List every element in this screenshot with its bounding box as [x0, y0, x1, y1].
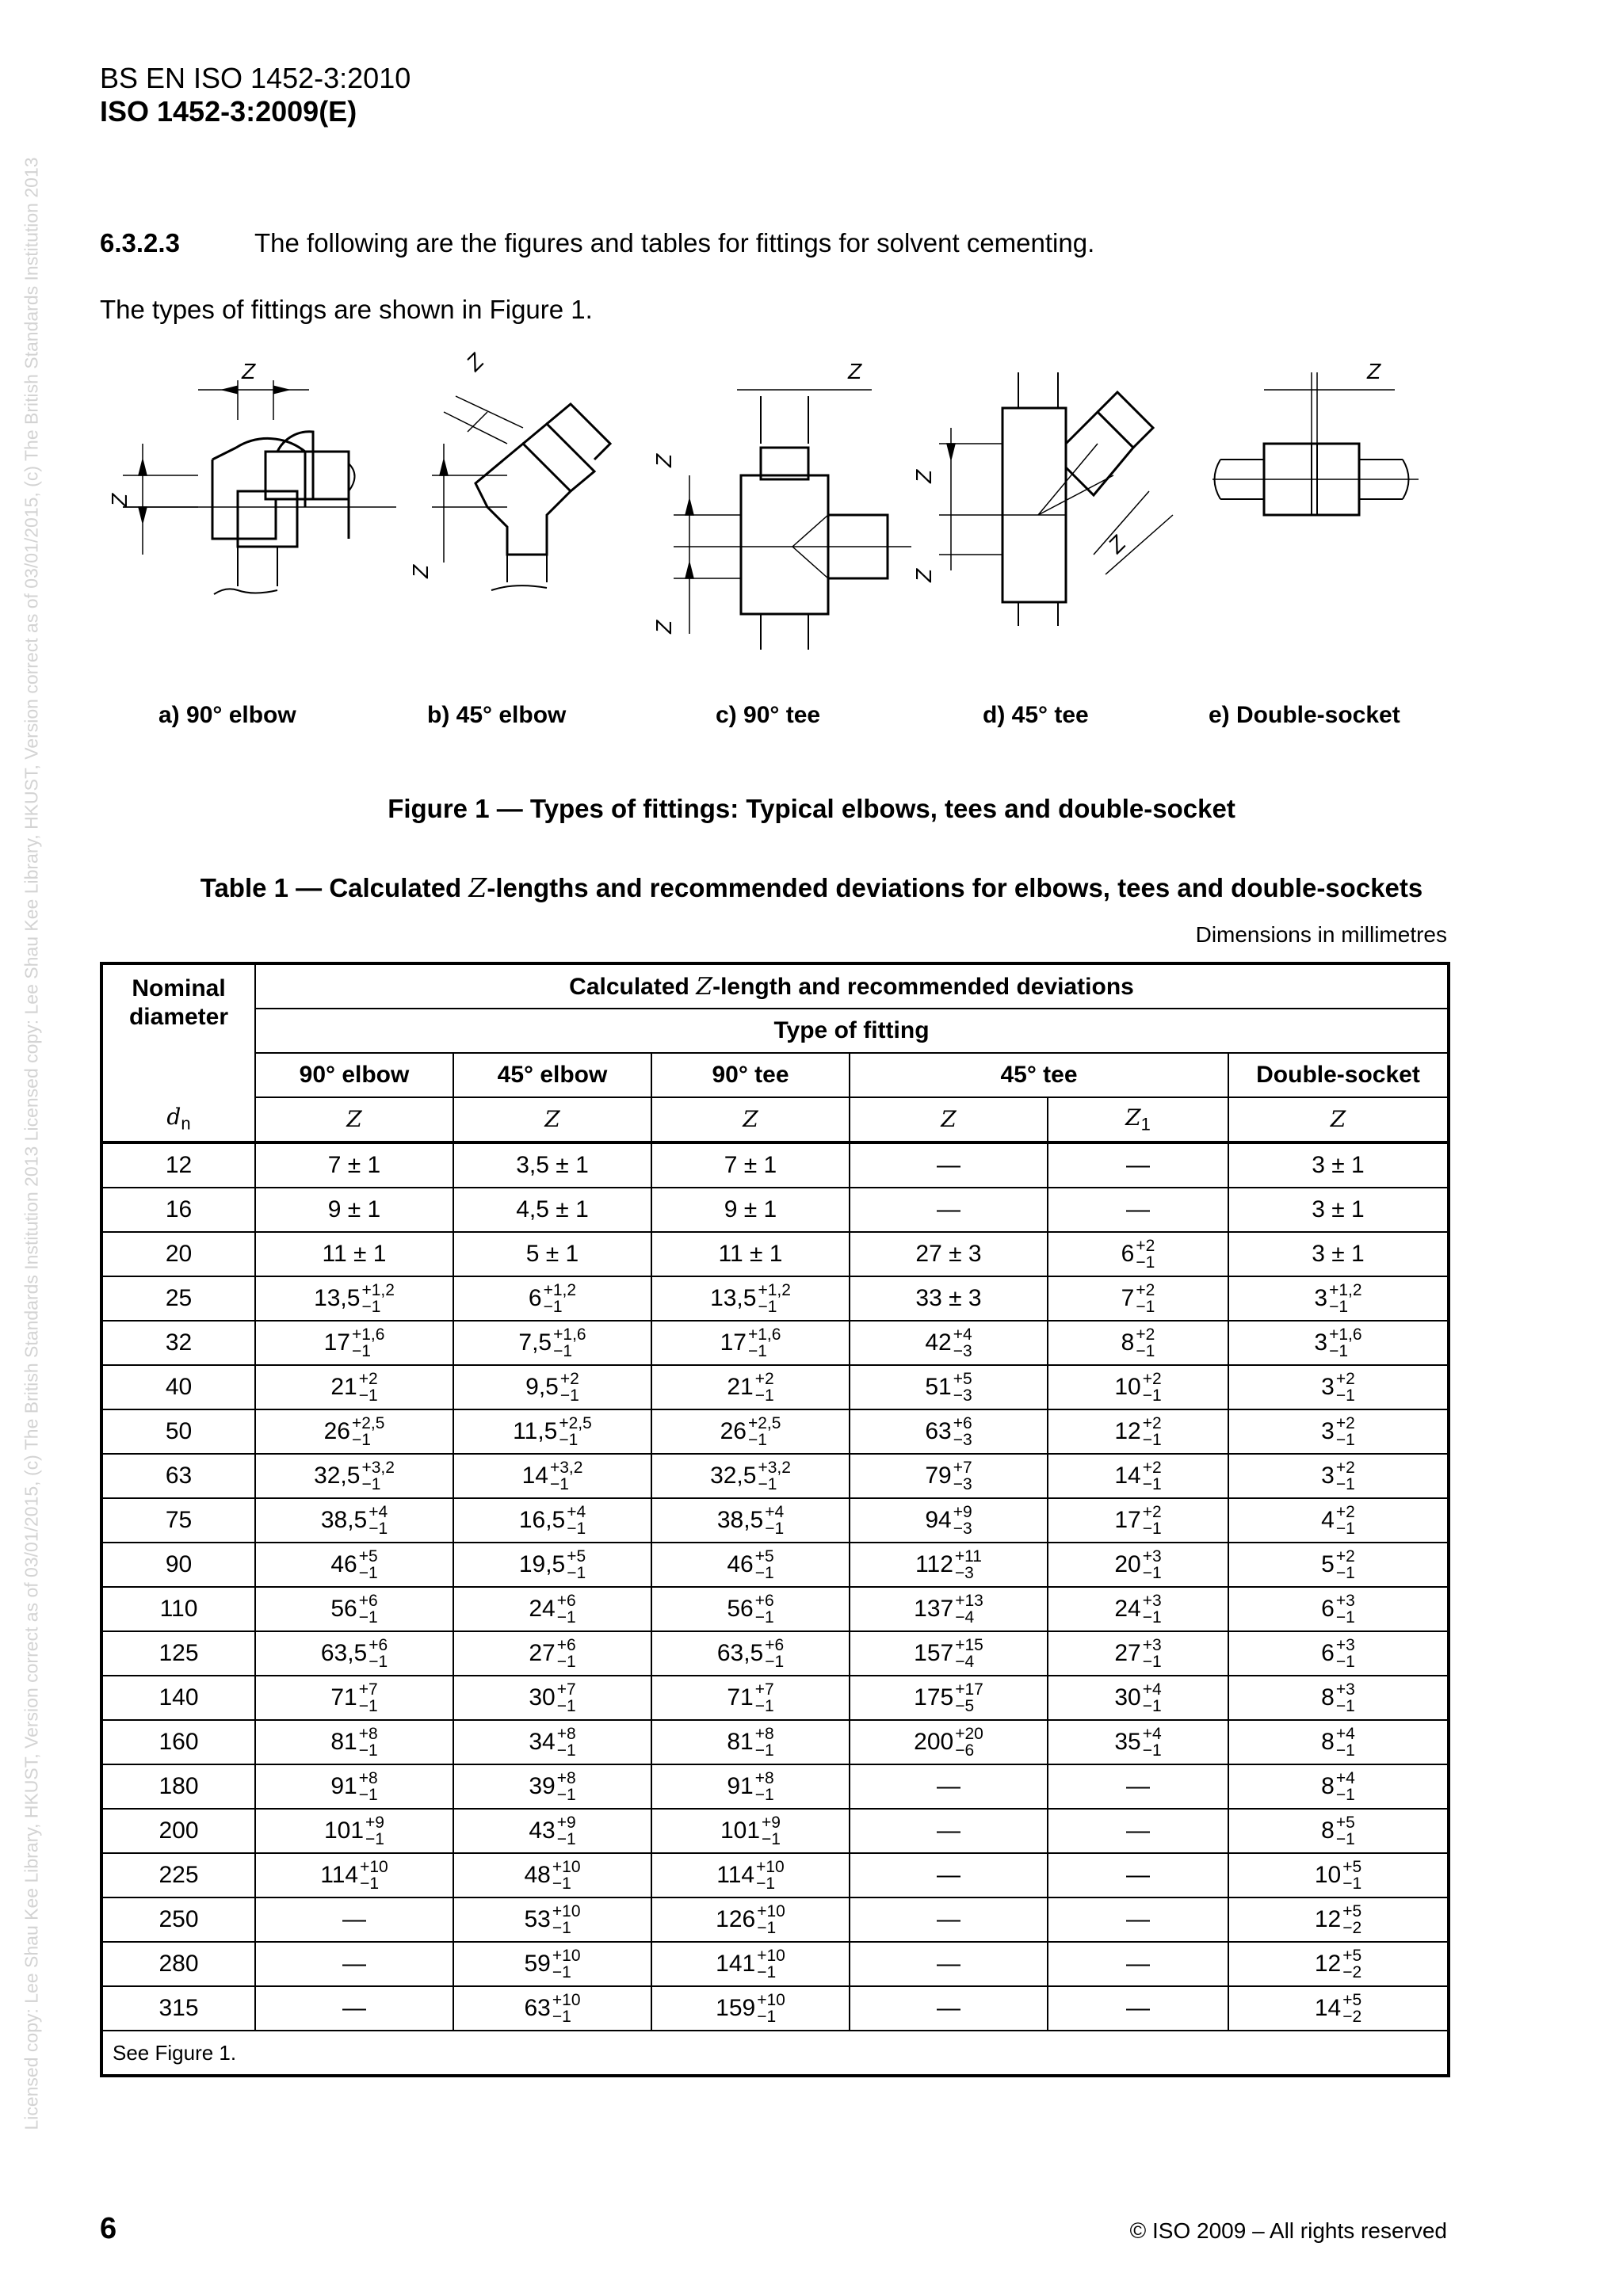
z-length-cell: 20 +3 −1	[1048, 1543, 1228, 1587]
z-length-cell: 3 ± 1	[1228, 1188, 1449, 1232]
z-length-cell: 91 +8 −1	[651, 1764, 850, 1809]
z-length-cell: 17 +2 −1	[1048, 1498, 1228, 1543]
z-length-cell: —	[1048, 1142, 1228, 1188]
table-row	[101, 1809, 1449, 1853]
standard-reference: BS EN ISO 1452-3:2010	[100, 62, 411, 94]
z-length-cell: 3 +2 −1	[1228, 1454, 1449, 1498]
z-length-cell: 114 +10 −1	[651, 1853, 850, 1897]
z-length-cell: 34 +8 −1	[453, 1720, 651, 1764]
table-row	[101, 1853, 1449, 1897]
z-length-cell: 30 +4 −1	[1048, 1676, 1228, 1720]
nominal-diameter-header: Nominal diameter	[101, 963, 255, 1097]
z-length-cell: 11,5 +2,5 −1	[453, 1409, 651, 1454]
z-length-cell: —	[1048, 1853, 1228, 1897]
nominal-diameter-cell: 50	[101, 1409, 255, 1454]
z-length-cell: 26 +2,5 −1	[255, 1409, 453, 1454]
symbol-dn: $d_n$	[101, 1097, 255, 1142]
z-length-cell: 175 +17 −5	[850, 1676, 1048, 1720]
clause-text: The following are the figures and tables for fittings for solvent cementing.	[254, 228, 1095, 257]
table-row	[101, 1498, 1449, 1543]
figure-90-elbow	[107, 359, 396, 594]
table-row	[101, 1276, 1449, 1321]
z-length-cell: 16,5 +4 −1	[453, 1498, 651, 1543]
col-45-elbow: 45° elbow	[453, 1053, 651, 1097]
figure-double-socket	[1212, 359, 1419, 515]
nominal-diameter-cell: 12	[101, 1142, 255, 1188]
z-length-cell: 63 +6 −3	[850, 1409, 1048, 1454]
symbol-z: Z	[651, 1097, 850, 1142]
table-row	[101, 1764, 1449, 1809]
z-length-cell: 63,5 +6 −1	[255, 1631, 453, 1676]
subcaption-90-elbow: a) 90° elbow	[158, 702, 296, 728]
z-length-cell: 42 +4 −3	[850, 1321, 1048, 1365]
z-length-cell: —	[1048, 1188, 1228, 1232]
z-label: Z	[107, 493, 132, 507]
z-length-cell: 14 +3,2 −1	[453, 1454, 651, 1498]
z-length-cell: —	[1048, 1942, 1228, 1986]
nominal-diameter-cell: 32	[101, 1321, 255, 1365]
z-length-cell: —	[850, 1897, 1048, 1942]
table-row	[101, 1897, 1449, 1942]
z-length-cell: 81 +8 −1	[255, 1720, 453, 1764]
table-row	[101, 1587, 1449, 1631]
z-length-cell: 3 +1,2 −1	[1228, 1276, 1449, 1321]
z-length-cell: 12 +5 −2	[1228, 1942, 1449, 1986]
z-length-cell: 53 +10 −1	[453, 1897, 651, 1942]
z-length-cell: 157 +15 −4	[850, 1631, 1048, 1676]
license-watermark: Licensed copy: Lee Shau Kee Library, HKUST, Version correct as of 03/01/2015, (c) The British Standards Institution 2013 Licensed copy: Lee Shau Kee Library, HKUST, Version correct as of 03/01/2015, (c) The British Standards Institution 2013	[21, 157, 42, 2130]
symbol-z: Z	[255, 1097, 453, 1142]
z-label: Z	[408, 564, 433, 578]
z-length-cell: 8 +4 −1	[1228, 1720, 1449, 1764]
nominal-diameter-cell: 110	[101, 1587, 255, 1631]
z-length-cell: —	[255, 1942, 453, 1986]
z-length-cell: 19,5 +5 −1	[453, 1543, 651, 1587]
copyright-notice: © ISO 2009 – All rights reserved	[1129, 2218, 1447, 2243]
z-length-cell: 71 +7 −1	[651, 1676, 850, 1720]
table-row	[101, 1454, 1449, 1498]
z-length-cell: 11 ± 1	[651, 1232, 850, 1276]
z-length-cell: 51 +5 −3	[850, 1365, 1048, 1409]
z-length-cell: —	[255, 1897, 453, 1942]
z-length-cell: 10 +5 −1	[1228, 1853, 1449, 1897]
z-length-cell: 11 ± 1	[255, 1232, 453, 1276]
z-length-cell: 13,5 +1,2 −1	[255, 1276, 453, 1321]
nominal-diameter-cell: 75	[101, 1498, 255, 1543]
calculated-z-header: Calculated Z-length and recommended deviations	[255, 963, 1449, 1009]
z-length-cell: —	[850, 1764, 1048, 1809]
table-row	[101, 1986, 1449, 2031]
z-length-cell: 24 +3 −1	[1048, 1587, 1228, 1631]
z-label: Z	[651, 453, 676, 467]
table-row	[101, 1142, 1449, 1188]
z-length-cell: 8 +3 −1	[1228, 1676, 1449, 1720]
z-length-cell: 7 ± 1	[651, 1142, 850, 1188]
z-length-cell: 4,5 ± 1	[453, 1188, 651, 1232]
z-length-cell: —	[1048, 1809, 1228, 1853]
z-length-cell: 126 +10 −1	[651, 1897, 850, 1942]
intro-paragraph: The types of fittings are shown in Figure 1.	[100, 295, 593, 324]
z-length-cell: 27 ± 3	[850, 1232, 1048, 1276]
z-length-cell: 8 +5 −1	[1228, 1809, 1449, 1853]
nominal-diameter-cell: 140	[101, 1676, 255, 1720]
table-row	[101, 1942, 1449, 1986]
nominal-diameter-cell: 40	[101, 1365, 255, 1409]
col-45-tee: 45° tee	[850, 1053, 1228, 1097]
z-length-cell: 32,5 +3,2 −1	[255, 1454, 453, 1498]
z-label: Z	[461, 349, 489, 376]
z-length-cell: —	[1048, 1897, 1228, 1942]
nominal-diameter-cell: 16	[101, 1188, 255, 1232]
z-length-cell: 101 +9 −1	[651, 1809, 850, 1853]
page-number: 6	[100, 2212, 117, 2245]
z-length-cell: 46 +5 −1	[651, 1543, 850, 1587]
z-length-cell: 9 ± 1	[651, 1188, 850, 1232]
z-length-cell: 38,5 +4 −1	[255, 1498, 453, 1543]
z-length-cell: 5 ± 1	[453, 1232, 651, 1276]
z-length-cell: 3,5 ± 1	[453, 1142, 651, 1188]
z-length-cell: 43 +9 −1	[453, 1809, 651, 1853]
z-length-cell: 14 +2 −1	[1048, 1454, 1228, 1498]
z-length-cell: 17 +1,6 −1	[255, 1321, 453, 1365]
z-length-cell: 3 +2 −1	[1228, 1409, 1449, 1454]
units-note: Dimensions in millimetres	[1195, 922, 1447, 947]
nominal-diameter-cell: 90	[101, 1543, 255, 1587]
z-length-cell: —	[1048, 1986, 1228, 2031]
table-row	[101, 1365, 1449, 1409]
z-length-cell: 4 +2 −1	[1228, 1498, 1449, 1543]
z-length-cell: 56 +6 −1	[651, 1587, 850, 1631]
nominal-diameter-cell: 160	[101, 1720, 255, 1764]
nominal-diameter-cell: 125	[101, 1631, 255, 1676]
z-length-cell: 7,5 +1,6 −1	[453, 1321, 651, 1365]
z-length-cell: 3 ± 1	[1228, 1142, 1449, 1188]
subcaption-45-tee: d) 45° tee	[983, 702, 1089, 728]
z-length-cell: 14 +5 −2	[1228, 1986, 1449, 2031]
z-label: Z	[1367, 359, 1381, 383]
z-length-cell: 59 +10 −1	[453, 1942, 651, 1986]
nominal-diameter-cell: 25	[101, 1276, 255, 1321]
z-length-cell: —	[850, 1986, 1048, 2031]
z-length-cell: 12 +2 −1	[1048, 1409, 1228, 1454]
z-length-cell: 24 +6 −1	[453, 1587, 651, 1631]
z-length-cell: 10 +2 −1	[1048, 1365, 1228, 1409]
z-label: Z	[911, 469, 936, 483]
z-length-cell: 200 +20 −6	[850, 1720, 1048, 1764]
table-row	[101, 1631, 1449, 1676]
z-label: Z	[848, 359, 862, 383]
table-row	[101, 1321, 1449, 1365]
z-length-cell: 7 ± 1	[255, 1142, 453, 1188]
nominal-diameter-cell: 180	[101, 1764, 255, 1809]
z-length-cell: 141 +10 −1	[651, 1942, 850, 1986]
nominal-diameter-cell: 225	[101, 1853, 255, 1897]
z-length-cell: 12 +5 −2	[1228, 1897, 1449, 1942]
z-length-cell: 63,5 +6 −1	[651, 1631, 850, 1676]
z-length-cell: 13,5 +1,2 −1	[651, 1276, 850, 1321]
symbol-z1: $Z_1$	[1048, 1097, 1228, 1142]
figure-caption: Figure 1 — Types of fittings: Typical elbows, tees and double-socket	[388, 794, 1235, 823]
col-90-tee: 90° tee	[651, 1053, 850, 1097]
z-length-cell: 81 +8 −1	[651, 1720, 850, 1764]
type-of-fitting-header: Type of fitting	[255, 1009, 1449, 1053]
z-length-cell: 21 +2 −1	[651, 1365, 850, 1409]
z-length-cell: 32,5 +3,2 −1	[651, 1454, 850, 1498]
z-length-cell: 26 +2,5 −1	[651, 1409, 850, 1454]
nominal-diameter-cell: 20	[101, 1232, 255, 1276]
z-length-cell: 8 +4 −1	[1228, 1764, 1449, 1809]
z-length-cell: —	[1048, 1764, 1228, 1809]
z-length-cell: 17 +1,6 −1	[651, 1321, 850, 1365]
z-length-cell: —	[850, 1188, 1048, 1232]
z-length-table	[100, 962, 1450, 2077]
nominal-diameter-cell: 63	[101, 1454, 255, 1498]
figure-90-tee	[651, 359, 911, 650]
z-length-cell: 101 +9 −1	[255, 1809, 453, 1853]
z-length-cell: 30 +7 −1	[453, 1676, 651, 1720]
subcaption-90-tee: c) 90° tee	[716, 702, 821, 728]
z-length-cell: 7 +2 −1	[1048, 1276, 1228, 1321]
z-length-cell: 46 +5 −1	[255, 1543, 453, 1587]
figure-45-elbow	[408, 349, 610, 590]
col-double-socket: Double-socket	[1228, 1053, 1449, 1097]
z-length-cell: 6 +3 −1	[1228, 1587, 1449, 1631]
figure-45-tee	[911, 372, 1173, 626]
z-length-cell: 71 +7 −1	[255, 1676, 453, 1720]
symbol-z: Z	[1228, 1097, 1449, 1142]
z-label: Z	[242, 359, 256, 383]
col-90-elbow: 90° elbow	[255, 1053, 453, 1097]
z-length-cell: 6 +1,2 −1	[453, 1276, 651, 1321]
table-row	[101, 1676, 1449, 1720]
clause-number: 6.3.2.3	[100, 228, 180, 257]
z-length-cell: 8 +2 −1	[1048, 1321, 1228, 1365]
nominal-diameter-cell: 280	[101, 1942, 255, 1986]
z-length-cell: 33 ± 3	[850, 1276, 1048, 1321]
fittings-figure	[0, 0, 1623, 761]
table-caption: Table 1 — Calculated Z-lengths and recommended deviations for elbows, tees and double-sockets	[200, 872, 1423, 903]
table-row	[101, 1720, 1449, 1764]
z-length-cell: 38,5 +4 −1	[651, 1498, 850, 1543]
z-length-cell: 3 ± 1	[1228, 1232, 1449, 1276]
z-length-cell: 3 +2 −1	[1228, 1365, 1449, 1409]
z-length-cell: —	[850, 1942, 1048, 1986]
z-length-cell: 6 +2 −1	[1048, 1232, 1228, 1276]
z-length-cell: 27 +6 −1	[453, 1631, 651, 1676]
symbol-z: Z	[453, 1097, 651, 1142]
z-length-cell: 21 +2 −1	[255, 1365, 453, 1409]
table-body	[101, 1142, 1449, 2031]
table-row	[101, 1188, 1449, 1232]
iso-reference: ISO 1452-3:2009(E)	[100, 95, 357, 128]
z-length-cell: 79 +7 −3	[850, 1454, 1048, 1498]
z-length-cell: 6 +3 −1	[1228, 1631, 1449, 1676]
z-length-cell: 56 +6 −1	[255, 1587, 453, 1631]
z-label: Z	[1103, 531, 1131, 559]
z-length-cell: 63 +10 −1	[453, 1986, 651, 2031]
z-length-cell: 3 +1,6 −1	[1228, 1321, 1449, 1365]
z-label: Z	[911, 568, 936, 582]
table-row	[101, 1409, 1449, 1454]
subcaption-45-elbow: b) 45° elbow	[427, 702, 567, 728]
subcaption-double-socket: e) Double-socket	[1209, 702, 1400, 728]
z-length-cell: 35 +4 −1	[1048, 1720, 1228, 1764]
nominal-diameter-cell: 200	[101, 1809, 255, 1853]
z-length-cell: 137 +13 −4	[850, 1587, 1048, 1631]
z-length-cell: 114 +10 −1	[255, 1853, 453, 1897]
z-label: Z	[651, 620, 676, 634]
symbol-z: Z	[850, 1097, 1048, 1142]
z-length-cell: —	[850, 1853, 1048, 1897]
z-length-cell: 91 +8 −1	[255, 1764, 453, 1809]
z-length-cell: —	[850, 1809, 1048, 1853]
nominal-diameter-cell: 250	[101, 1897, 255, 1942]
table-row	[101, 1543, 1449, 1587]
z-length-cell: 159 +10 −1	[651, 1986, 850, 2031]
z-length-cell: —	[255, 1986, 453, 2031]
table-note: See Figure 1.	[101, 2031, 1449, 2076]
z-length-cell: 9,5 +2 −1	[453, 1365, 651, 1409]
table-row	[101, 1232, 1449, 1276]
z-length-cell: 39 +8 −1	[453, 1764, 651, 1809]
z-length-cell: 48 +10 −1	[453, 1853, 651, 1897]
nominal-diameter-cell: 315	[101, 1986, 255, 2031]
z-length-cell: 5 +2 −1	[1228, 1543, 1449, 1587]
z-length-cell: 9 ± 1	[255, 1188, 453, 1232]
z-length-cell: 112 +11 −3	[850, 1543, 1048, 1587]
z-length-cell: 27 +3 −1	[1048, 1631, 1228, 1676]
z-length-cell: —	[850, 1142, 1048, 1188]
z-length-cell: 94 +9 −3	[850, 1498, 1048, 1543]
